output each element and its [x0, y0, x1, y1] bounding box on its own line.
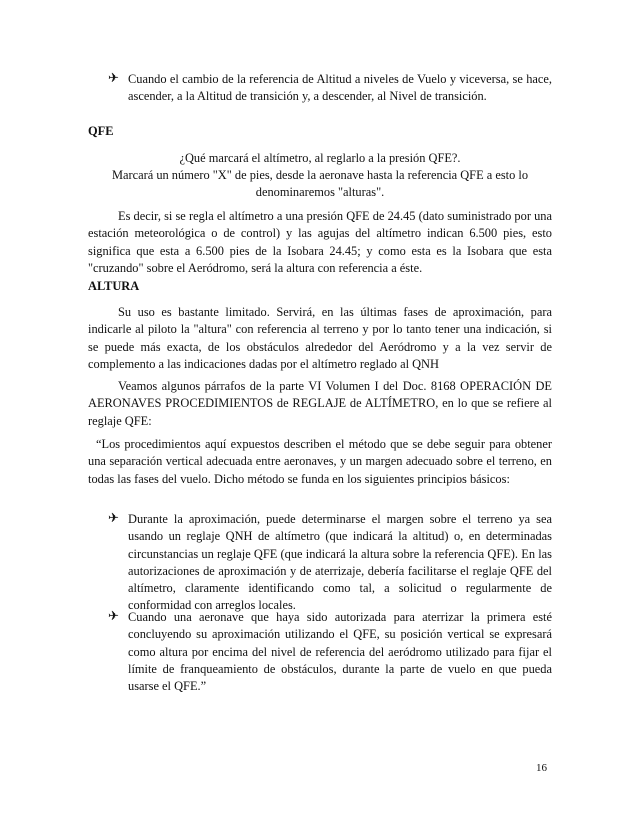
- bullet-text: Cuando el cambio de la referencia de Altitud a niveles de Vuelo y viceversa, se hace, ascender, a la Altitud de transición y, a descender, al Nivel de transición.: [128, 72, 552, 104]
- bullet-text: Cuando una aeronave que haya sido autorizada para aterrizar la primera esté concluyendo su aproximación utilizando el QFE, su posición vertical se expresará como altura por encima del nivel de referencia del aeródromo utilizado para fijar el límite de franqueamiento de obstáculos, durante la parte de vuelo en que pueda usarse el QFE.”: [128, 610, 552, 694]
- paragraph-altura: Su uso es bastante limitado. Servirá, en las últimas fases de aproximación, para indicarle al piloto la "altura" con referencia al terreno y por lo tanto tener una indicación, si se puede más exacta, de los obstáculos alrededor del Aeródromo y a la vez servir de complemento a las indicaciones dadas por el altímetro reglado al QNH: [88, 305, 552, 371]
- section-heading-qfe: QFE: [88, 124, 114, 138]
- document-page: [88, 0, 552, 826]
- page-number: 16: [536, 762, 547, 774]
- airplane-icon: ✈: [108, 609, 119, 624]
- bullet-text: Durante la aproximación, puede determinarse el margen sobre el terreno ya sea usando un reglaje QNH de altímetro (que indicará la altitud) o, en determinadas circunstancias un reglaje QFE (que indicará la altura sobre la referencia QFE). En las autorizaciones de aproximación y de aterrizaje, debería facilitarse el reglaje QFE del altímetro, claramente identificando como tal, a solicitud o regularmente de conformidad con arreglos locales.: [128, 512, 552, 613]
- section-heading-altura: ALTURA: [88, 279, 140, 293]
- paragraph-quote: “Los procedimientos aquí expuestos describen el método que se debe seguir para obtener una separación vertical adecuada entre aeronaves, y un margen adecuado sobre el terreno, en todas las fases del vuelo. Dicho método se funda en los siguientes principios básicos:: [88, 437, 552, 486]
- airplane-icon: ✈: [108, 511, 119, 526]
- paragraph-qfe: Es decir, si se regla el altímetro a una presión QFE de 24.45 (dato suministrado por una estación meteorológica o de control) y las agujas del altímetro indican 6.500 pies, esto significa que esta a 6.500 pies de la Isobara 24.45; y como esta es la Isobara que esta "cruzando" sobre el Aeródromo, será la altura con referencia a éste.: [88, 209, 552, 275]
- question-line: denominaremos "alturas".: [255, 185, 385, 199]
- paragraph-doc: Veamos algunos párrafos de la parte VI Volumen I del Doc. 8168 OPERACIÓN DE AERONAVES PROCEDIMIENTOS de REGLAJE de ALTÍMETRO, en lo que se refiere al reglaje QFE:: [88, 379, 552, 428]
- question-line: ¿Qué marcará el altímetro, al reglarlo a la presión QFE?.: [179, 151, 461, 165]
- question-line: Marcará un número "X" de pies, desde la aeronave hasta la referencia QFE a esto lo: [111, 168, 529, 182]
- airplane-icon: ✈: [108, 71, 119, 86]
